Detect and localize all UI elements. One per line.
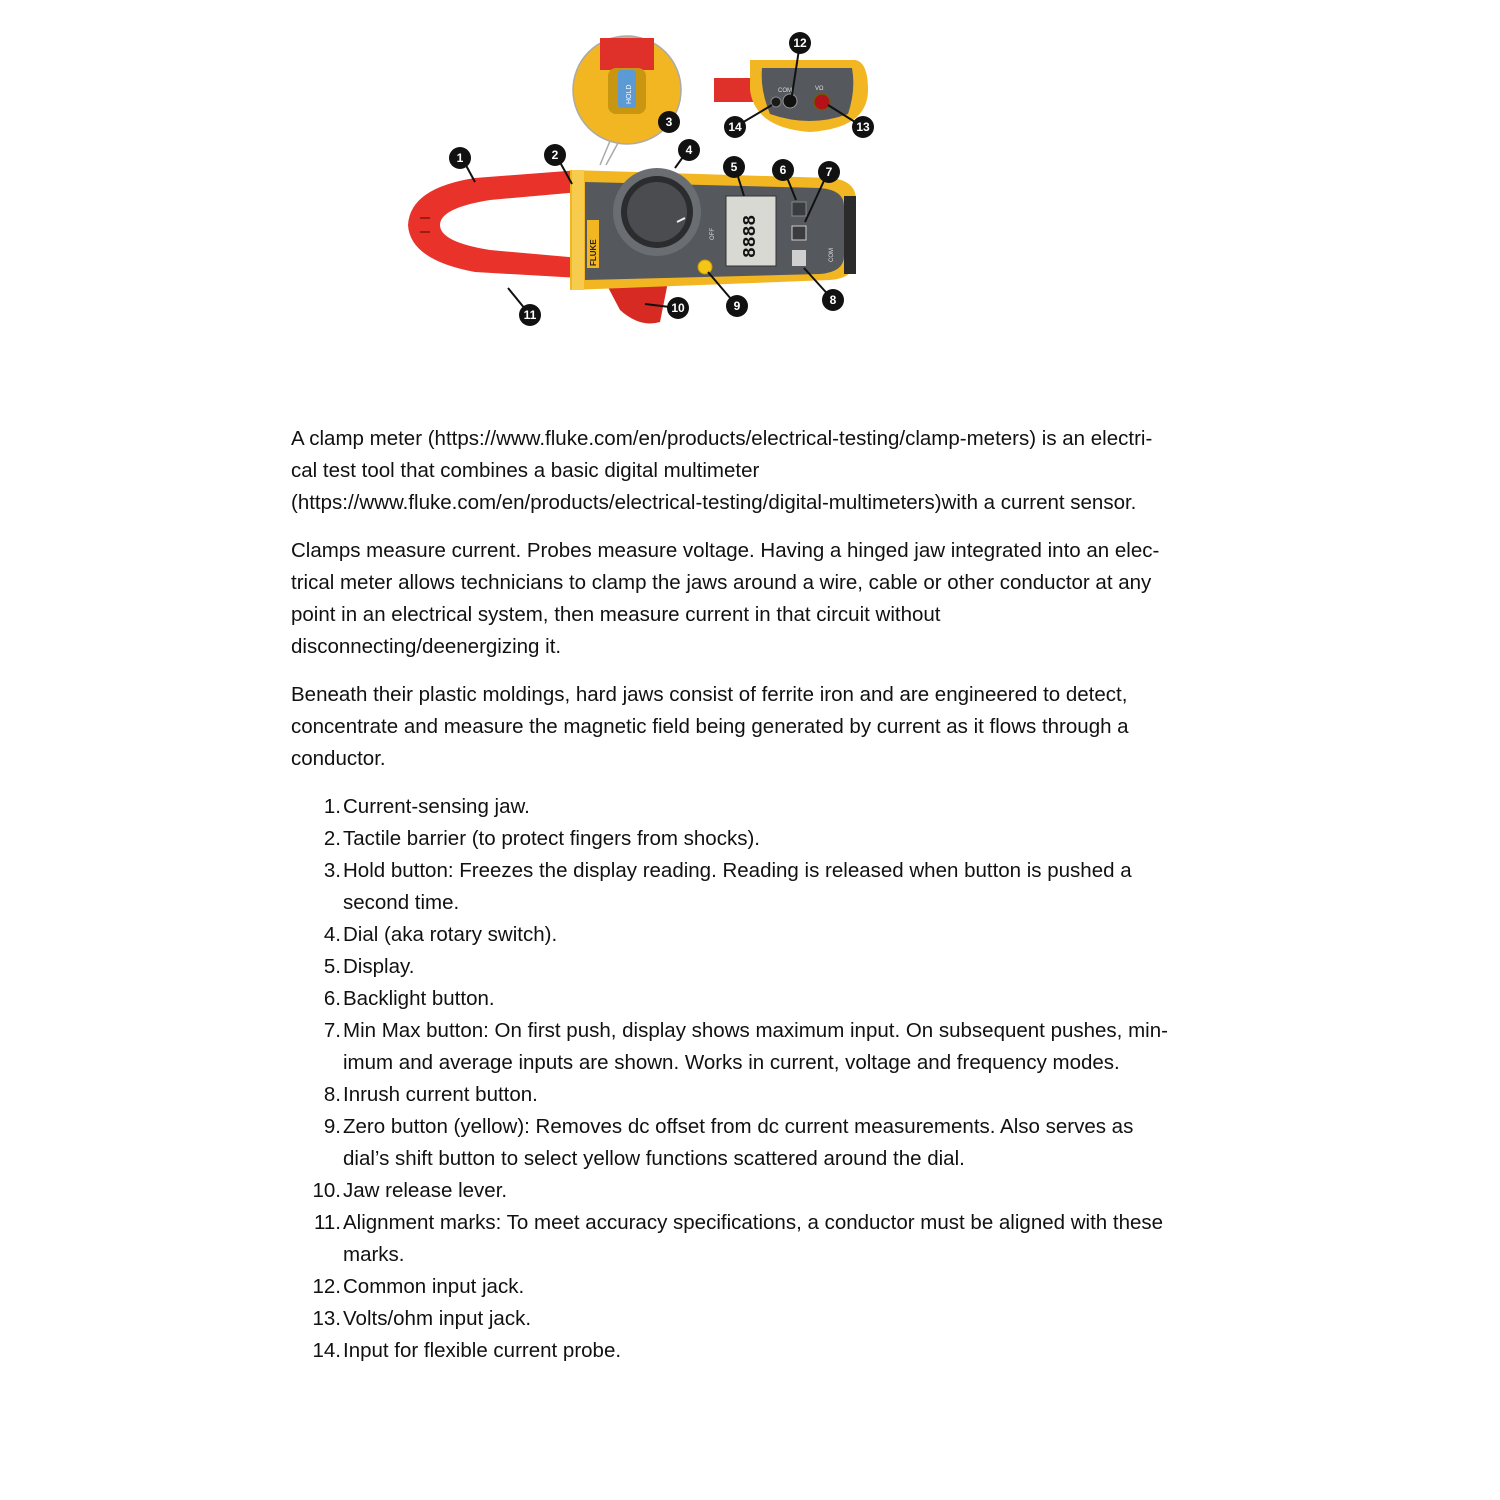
legend-item-7 — [291, 1015, 1221, 1079]
text-line: A clamp meter (https://www.fluke.com/en/products/electrical-testing/clamp-meters) is an electri- — [291, 427, 1153, 450]
legend-item-6 — [291, 983, 1221, 1015]
svg-text:7: 7 — [825, 165, 833, 179]
volts-ohm-jack — [814, 94, 830, 110]
legend-item-10 — [291, 1175, 1221, 1207]
hold-button-inset — [573, 36, 681, 165]
legend-number: 2. — [323, 827, 341, 850]
common-input-jack — [783, 94, 797, 108]
legend-item-14 — [291, 1335, 1221, 1367]
legend-number: 7. — [323, 1019, 341, 1042]
legend-number: 11. — [314, 1211, 341, 1234]
legend-number: 4. — [323, 923, 341, 946]
paragraph-jaws — [291, 679, 1221, 775]
min-max-button — [792, 226, 806, 240]
callout-13 — [852, 116, 874, 138]
clamp-meter-illustration — [300, 10, 1000, 390]
zero-button — [698, 260, 712, 274]
svg-text:1: 1 — [456, 151, 464, 165]
callout-5 — [723, 156, 745, 178]
svg-text:8: 8 — [829, 293, 837, 307]
legend-text: Inrush current button. — [343, 1083, 538, 1106]
legend-number: 6. — [323, 987, 341, 1010]
callout-8 — [822, 289, 844, 311]
callout-6 — [772, 159, 794, 181]
legend-item-9 — [291, 1111, 1221, 1175]
legend-text: Min Max button: On first push, display shows maximum input. On subsequent pushes, min- — [343, 1019, 1168, 1042]
legend-text: Input for flexible current probe. — [343, 1339, 622, 1362]
callout-2 — [544, 144, 566, 166]
legend-text: dial’s shift button to select yellow functions scattered around the dial. — [343, 1147, 965, 1170]
hold-label: HOLD — [626, 84, 633, 104]
backlight-button — [792, 202, 806, 216]
legend-text: Alignment marks: To meet accuracy specifications, a conductor must be aligned with these — [343, 1211, 1164, 1234]
legend-item-1 — [291, 791, 1221, 823]
legend-item-4 — [291, 919, 1221, 951]
svg-text:9: 9 — [733, 299, 741, 313]
text-line: conductor. — [291, 747, 386, 770]
callout-10 — [667, 297, 689, 319]
legend-item-12 — [291, 1271, 1221, 1303]
legend-item-13 — [291, 1303, 1221, 1335]
svg-text:2: 2 — [551, 148, 559, 162]
legend-item-3 — [291, 855, 1221, 919]
legend-text: Backlight button. — [343, 987, 495, 1010]
text-line: Clamps measure current. Probes measure voltage. Having a hinged jaw integrated into an elec- — [291, 539, 1160, 562]
callout-12 — [789, 32, 811, 54]
legend-text: Dial (aka rotary switch). — [343, 923, 558, 946]
legend-number: 8. — [323, 1083, 341, 1106]
legend-number: 5. — [323, 955, 341, 978]
callout-14 — [724, 116, 746, 138]
brand-label: FLUKE — [589, 239, 598, 266]
paragraph-intro — [291, 423, 1221, 519]
com-label-front: COM — [829, 248, 835, 262]
inrush-button — [792, 250, 806, 266]
vohm-label: VΩ — [815, 86, 824, 92]
legend-number: 14. — [312, 1339, 341, 1362]
legend-text: Common input jack. — [343, 1275, 525, 1298]
legend-text: Jaw release lever. — [343, 1179, 508, 1202]
svg-text:3: 3 — [665, 115, 673, 129]
legend-number: 13. — [312, 1307, 341, 1330]
legend-text: marks. — [343, 1243, 405, 1266]
text-line: point in an electrical system, then measure current in that circuit without — [291, 603, 941, 626]
text-line: concentrate and measure the magnetic field being generated by current as it flows through a — [291, 715, 1129, 738]
legend-item-5 — [291, 951, 1221, 983]
callout-11 — [519, 304, 541, 326]
meter-body — [570, 168, 856, 290]
svg-text:14: 14 — [728, 120, 742, 134]
legend-text: second time. — [343, 891, 460, 914]
legend-number: 10. — [312, 1179, 341, 1202]
text-line: trical meter allows technicians to clamp the jaws around a wire, cable or other conductor at any — [291, 571, 1152, 594]
text-line: (https://www.fluke.com/en/products/electrical-testing/digital-multimeters)with a current sensor. — [291, 491, 1137, 514]
callout-3 — [658, 111, 680, 133]
svg-text:10: 10 — [671, 301, 685, 315]
current-sensing-jaw — [408, 170, 580, 278]
legend-text: imum and average inputs are shown. Works in current, voltage and frequency modes. — [343, 1051, 1120, 1074]
display-digits: 8888 — [741, 214, 761, 258]
callout-9 — [726, 295, 748, 317]
paragraph-clamps — [291, 535, 1221, 663]
legend-text: Zero button (yellow): Removes dc offset from dc current measurements. Also serves as — [343, 1115, 1134, 1138]
legend-text: Current-sensing jaw. — [343, 795, 530, 818]
legend-number: 3. — [323, 859, 341, 882]
legend-item-11 — [291, 1207, 1221, 1271]
callout-1 — [449, 147, 471, 169]
legend-item-8 — [291, 1079, 1221, 1111]
legend-number: 9. — [323, 1115, 341, 1138]
svg-text:5: 5 — [730, 160, 738, 174]
clamp-meter-figure — [300, 10, 1000, 390]
flex-probe-jack — [771, 97, 781, 107]
text-line: Beneath their plastic moldings, hard jaws consist of ferrite iron and are engineered to detect, — [291, 683, 1128, 706]
callout-4 — [678, 139, 700, 161]
svg-text:11: 11 — [523, 308, 537, 322]
off-label: OFF — [710, 228, 716, 240]
article-body — [291, 423, 1221, 1367]
svg-text:12: 12 — [793, 36, 807, 50]
legend-number: 1. — [323, 795, 341, 818]
legend-text: Display. — [343, 955, 415, 978]
text-line: disconnecting/deenergizing it. — [291, 635, 562, 658]
svg-text:13: 13 — [856, 120, 870, 134]
text-line: cal test tool that combines a basic digital multimeter — [291, 459, 760, 482]
legend-text: Volts/ohm input jack. — [343, 1307, 532, 1330]
svg-text:4: 4 — [685, 143, 693, 157]
callout-7 — [818, 161, 840, 183]
legend-text: Hold button: Freezes the display reading. Reading is released when button is pushed a — [343, 859, 1132, 882]
parts-legend-list — [291, 791, 1221, 1367]
legend-item-2 — [291, 823, 1221, 855]
svg-text:6: 6 — [779, 163, 787, 177]
legend-text: Tactile barrier (to protect fingers from shocks). — [343, 827, 760, 850]
com-label: COM — [778, 88, 792, 94]
legend-number: 12. — [312, 1275, 341, 1298]
